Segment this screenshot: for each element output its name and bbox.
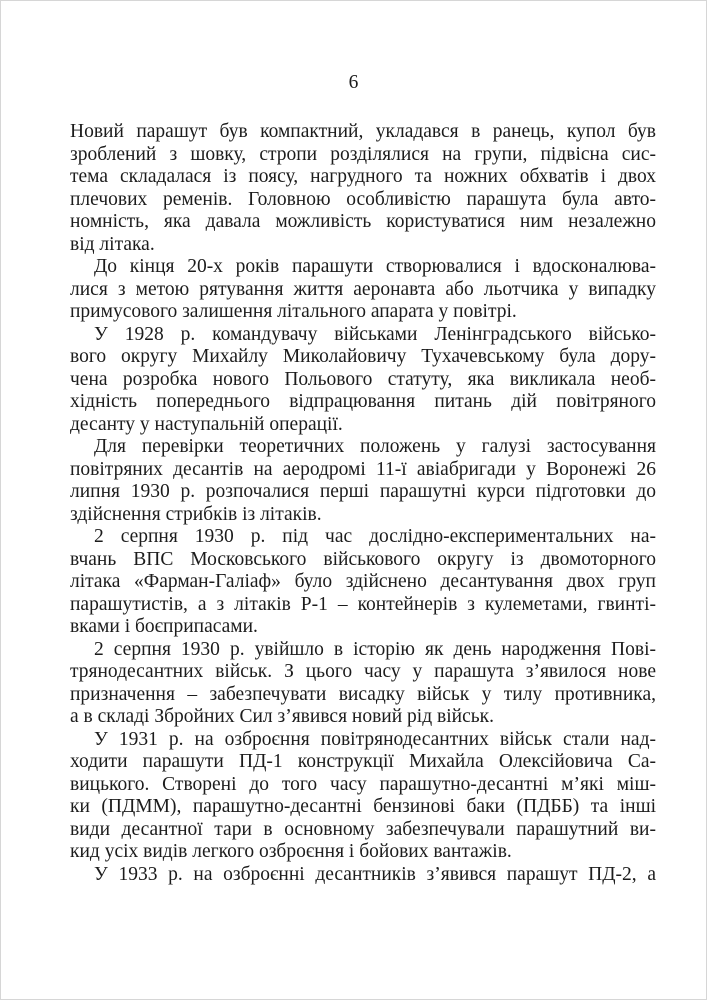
text-line: зроблений з шовку, стропи розділялися на групи, підвісна сис- — [70, 143, 656, 165]
paragraph — [70, 639, 656, 729]
text-line: Для перевірки теоретичних положень у галузі застосування — [94, 436, 656, 457]
text-line: тема складалася із поясу, нагрудного та ножних обхватів і двох — [70, 166, 656, 187]
text-line: від літака. — [70, 233, 155, 255]
text-line: парашутистів, а з літаків Р-1 – контейнерів з кулеметами, гвинті- — [70, 593, 656, 615]
text-line: У 1933 р. на озброєнні десантників з’явився парашут ПД-2, а — [94, 863, 656, 885]
text-line: номність, яка давала можливість користуватися ним незалежно — [70, 211, 656, 232]
text-line: липня 1930 р. розпочалися перші парашутні курси підготовки до — [70, 481, 656, 502]
page-number: 6 — [348, 72, 359, 93]
text-line: ки (ПДММ), парашутно-десантні бензинові баки (ПДББ) та інші — [70, 796, 656, 817]
text-line: вого округу Михайлу Миколайовичу Тухачевському була дору- — [70, 346, 656, 367]
text-line: 2 серпня 1930 р. увійшло в історію як день народження Пові- — [94, 638, 656, 660]
text-line: У 1931 р. на озброєння повітрянодесантних військ стали над- — [94, 728, 656, 750]
text-line: десанту у наступальній операції. — [70, 413, 343, 435]
text-line: плечових ременів. Головною особливістю парашута була авто- — [70, 188, 656, 210]
text-line: До кінця 20-х років парашути створювалися і вдосконалюва- — [94, 256, 656, 277]
paragraph — [70, 121, 656, 256]
text-line: кид усіх видів легкого озброєння і бойових вантажів. — [70, 841, 512, 862]
text-line: вицького. Створені до того часу парашутно-десантні м’які міш- — [70, 773, 656, 795]
paragraph — [70, 864, 656, 887]
text-line: літака «Фарман-Галіаф» було здійснено десантування двох груп — [70, 571, 656, 592]
paragraph — [70, 324, 656, 437]
text-line: вчань ВПС Московського військового округу із двомоторного — [70, 548, 656, 570]
text-line: здійснення стрибків із літаків. — [70, 503, 322, 525]
text-line: повітряних десантів на аеродромі 11-ї авіабригади у Воронежі 26 — [70, 458, 656, 480]
text-line: чена розробка нового Польового статуту, яка викликала необ- — [70, 368, 656, 390]
text-line: ходити парашути ПД-1 конструкції Михайла Олексійовича Са- — [70, 751, 656, 772]
text-line: 2 серпня 1930 р. під час дослідно-експериментальних на- — [94, 526, 656, 547]
text-line: лися з метою рятування життя аеронавта або льотчика у випадку — [70, 278, 656, 300]
text-line: примусового залишення літального апарата у повітрі. — [70, 301, 517, 322]
paragraph — [70, 526, 656, 639]
page-text — [70, 121, 656, 886]
paragraph — [70, 729, 656, 864]
text-line: призначення – забезпечувати висадку військ у тилу противника, — [70, 683, 656, 705]
text-line: а в складі Збройних Сил з’явився новий рід військ. — [70, 706, 494, 727]
text-line: Новий парашут був компактний, укладався в ранець, купол був — [70, 121, 656, 142]
text-line: У 1928 р. командувачу військами Ленінградського військо- — [94, 323, 656, 345]
paragraph — [70, 436, 656, 526]
paragraph — [70, 256, 656, 324]
text-line: вками і боєприпасами. — [70, 616, 258, 637]
text-line: трянодесантних військ. З цього часу у парашута з’явилося нове — [70, 661, 656, 682]
text-line: хідність попереднього відпрацювання питань дій повітряного — [70, 391, 656, 412]
text-line: види десантної тари в основному забезпечували парашутний ви- — [70, 818, 656, 840]
